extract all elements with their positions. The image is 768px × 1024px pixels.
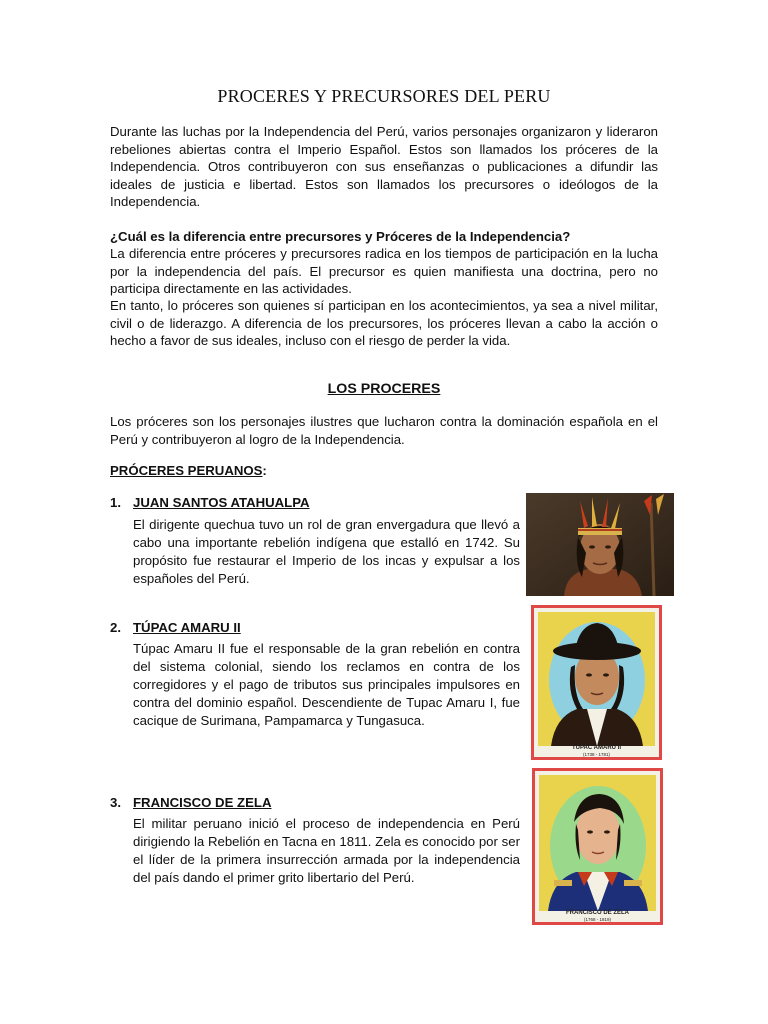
portrait-caption: TÚPAC AMARU II <box>572 745 621 751</box>
hero-heading <box>110 620 241 635</box>
hero-name: TÚPAC AMARU II <box>133 620 241 635</box>
hero-name: FRANCISCO DE ZELA <box>133 795 272 810</box>
hero-heading <box>110 495 310 510</box>
hero-description: El dirigente quechua tuvo un rol de gran envergadura que llevó a cabo una importante rebelión indígena que estalló en 1742. Su propósito fue restaurar el Imperio de los incas y expulsar a los españoles del Perú. <box>133 517 520 586</box>
subsection-title-colon: : <box>262 463 267 478</box>
hero-number: 3. <box>110 795 121 810</box>
hero-number: 2. <box>110 620 121 635</box>
section-title: LOS PROCERES <box>327 381 441 397</box>
intro-paragraph: Durante las luchas por la Independencia del Perú, varios personajes organizaron y lideraron rebeliones abiertas contra el Imperio Español. Estos son llamados los próceres de la Independencia. Otros contribuyeron con sus enseñanzas o publicaciones a difundir las ideales de justicia e libertad. Estos son llamados los precursores o ideólogos de la Independencia. <box>110 124 658 209</box>
answer-paragraph-2: En tanto, lo próceres son quienes sí participan en los acontecimientos, ya sea a nivel militar, civil o de liderazgo. A diferencia de los precursores, los próceres llevan a cabo la acción o hecho a favor de sus ideales, incluso con el riesgo de perder la vida. <box>110 298 658 348</box>
portrait-francisco-de-zela <box>532 768 663 925</box>
hero-heading <box>110 795 271 810</box>
portrait-caption: FRANCISCO DE ZELA <box>566 910 629 916</box>
portrait-caption-years: (1768 - 1819) <box>583 917 612 922</box>
subsection-title <box>110 463 267 478</box>
page-title: PROCERES Y PRECURSORES DEL PERU <box>217 86 551 106</box>
section-intro: Los próceres son los personajes ilustres que lucharon contra la dominación española en el Perú y contribuyeron al logro de la Independencia. <box>110 414 658 447</box>
hero-description: Túpac Amaru II fue el responsable de la gran rebelión en contra del sistema colonial, siendo los reclamos en contra de los corregidores y el pago de tributos sus principales impulsores en contra del dominio español. Descendiente de Tupac Amaru I, fue cacique de Surimana, Pampamarca y Tungasuca. <box>133 641 520 728</box>
hero-number: 1. <box>110 495 121 510</box>
hero-name: JUAN SANTOS ATAHUALPA <box>133 495 310 510</box>
portrait-juan-santos-atahualpa <box>526 493 674 596</box>
hero-description: El militar peruano inició el proceso de independencia en Perú dirigiendo la Rebelión en Tacna en 1811. Zela es conocido por ser el líder de la primera insurrección armada por la independencia del país dando el primer grito libertario del Perú. <box>133 816 520 885</box>
answer-paragraph-1: La diferencia entre próceres y precursores radica en los tiempos de participación en la lucha por la independencia del país. El precursor es quien manifiesta una doctrina, pero no participa directamente en las actividades. <box>110 246 658 296</box>
question-heading: ¿Cuál es la diferencia entre precursores y Próceres de la Independencia? <box>110 229 571 244</box>
portrait-caption-years: (1738 - 1781) <box>582 752 611 757</box>
portrait-tupac-amaru-ii <box>531 605 662 760</box>
subsection-title-text: PRÓCERES PERUANOS <box>110 463 263 478</box>
